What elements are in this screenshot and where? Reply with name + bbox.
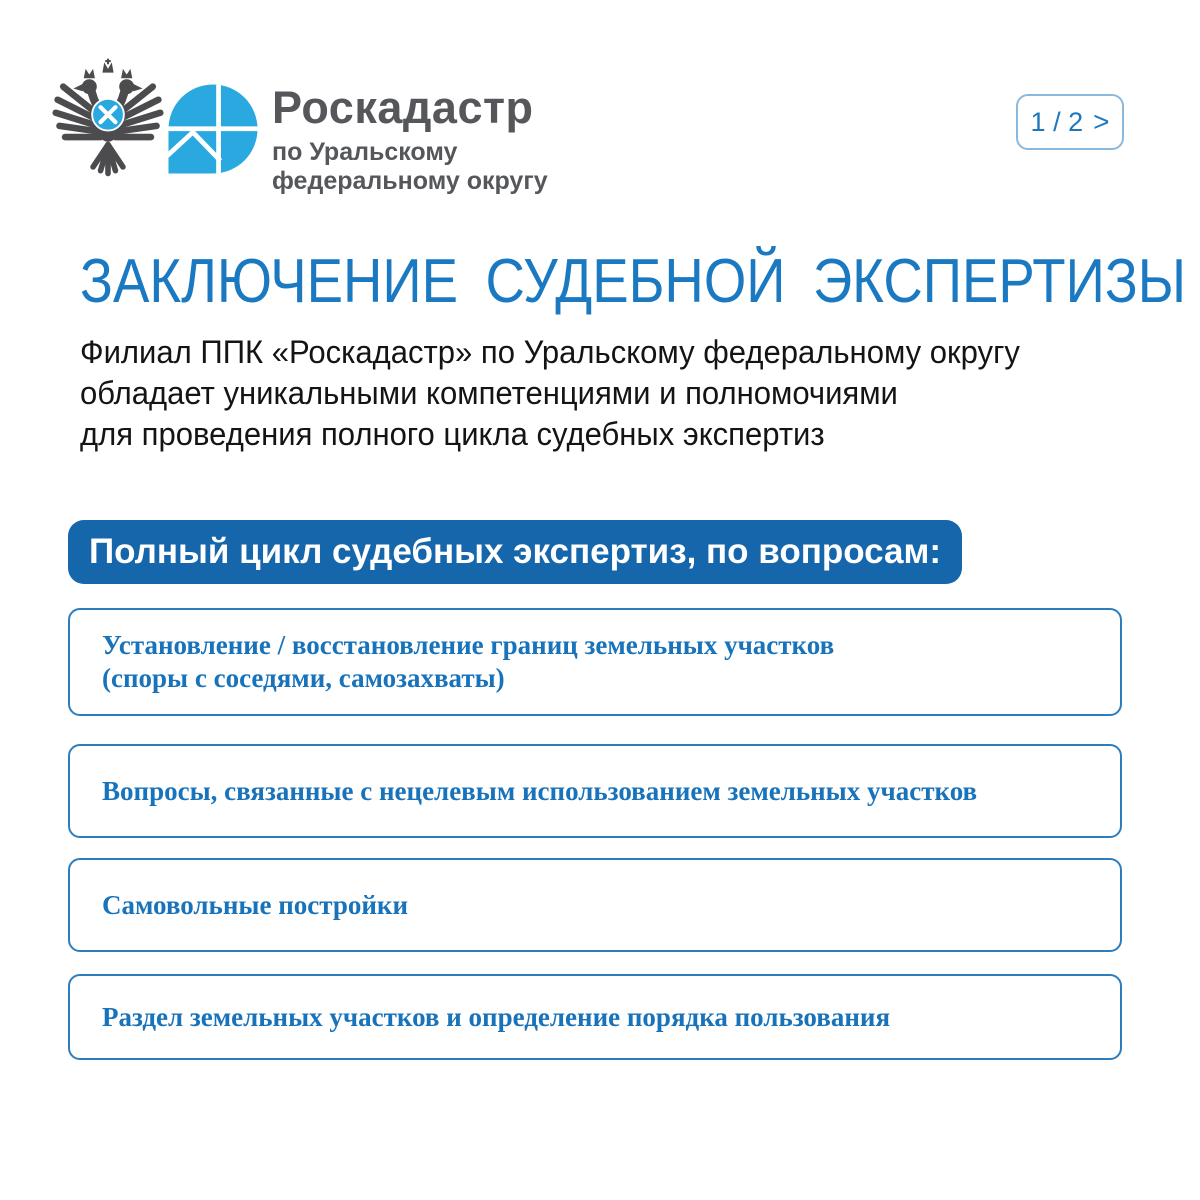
brand-name: Роскадастр [272,82,534,133]
topic-card-misuse [68,744,1122,838]
topic-line: Самовольные постройки [102,889,409,920]
page-count-label: 1 / 2 [1030,106,1084,137]
next-page-arrow-icon[interactable]: > [1093,106,1110,137]
section-banner [68,520,962,584]
topic-line: Раздел земельных участков и определение порядка пользования [102,1001,891,1032]
intro-line-3: для проведения полного цикла судебных экспертиз [80,416,825,452]
topic-card-unauthorized-buildings [68,858,1122,952]
topic-line: Установление / восстановление границ земельных участков [102,630,835,660]
brand-subtitle [272,138,548,195]
coat-of-arms-eagle-icon [52,58,164,190]
brand-subtitle-line1: по Уральскому [272,138,458,167]
page-title: ЗАКЛЮЧЕНИЕ СУДЕБНОЙ ЭКСПЕРТИЗЫ [80,247,1187,316]
topic-line: Вопросы, связанные с нецелевым использованием земельных участков [102,775,978,806]
brand-subtitle-line2: федеральному округу [272,166,548,195]
banner-label: Полный цикл судебных экспертиз, по вопросам: [88,532,942,571]
intro-line-1: Филиал ППК «Роскадастр» по Уральскому федеральному округу [80,334,1020,370]
topic-card-land-division [68,974,1122,1060]
brand-text-block [272,84,548,195]
topic-card-boundaries [68,608,1122,716]
page-indicator[interactable] [1016,94,1124,150]
intro-line-2: обладает уникальными компетенциями и полномочиями [80,375,898,411]
intro-paragraph [80,332,1020,455]
roskadastr-logo-icon [160,76,266,182]
topic-line: (споры с соседями, самозахваты) [102,663,505,693]
